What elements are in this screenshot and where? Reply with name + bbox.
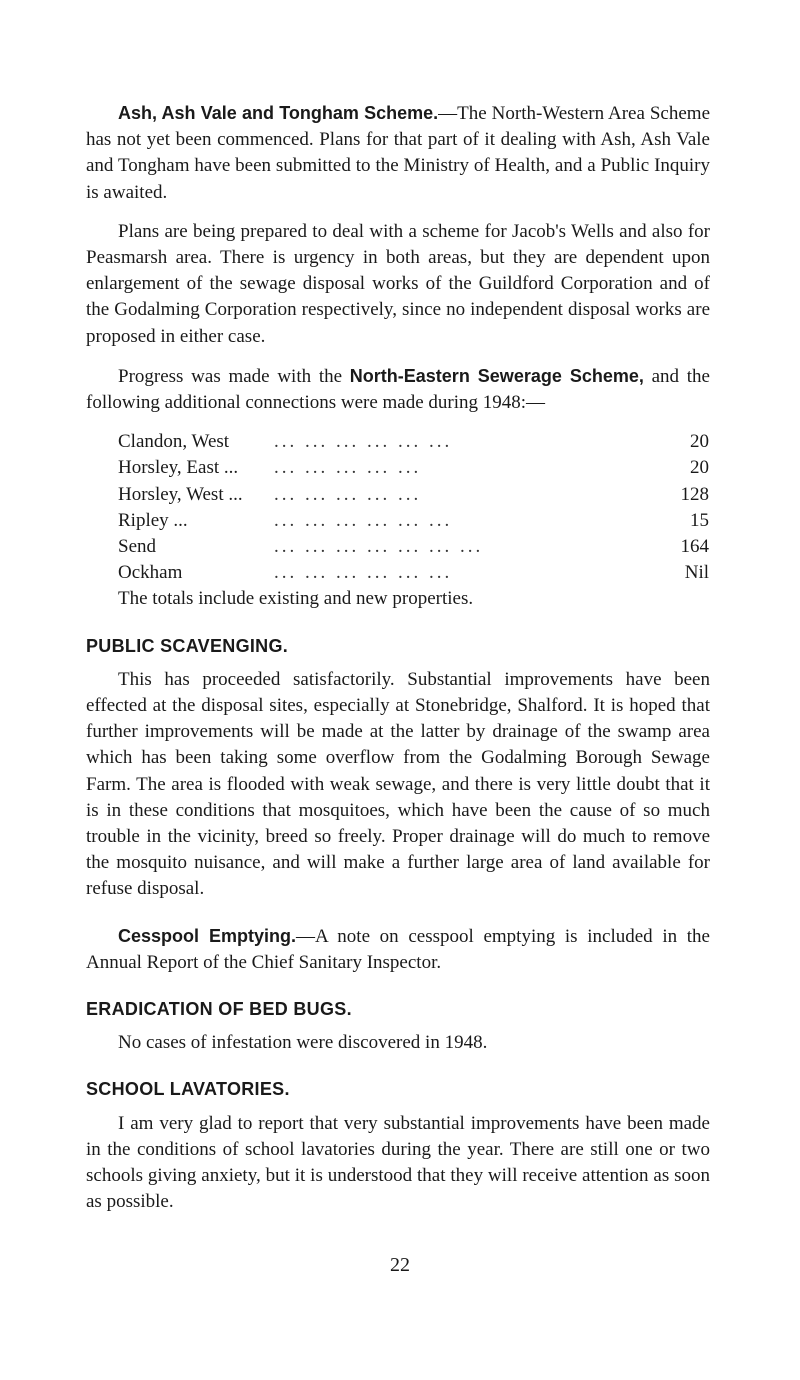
- leader-dots: ... ... ... ... ...: [274, 483, 422, 505]
- public-scavenging-heading: PUBLIC SCAVENGING.: [86, 635, 289, 656]
- table-row: [118, 560, 709, 586]
- page-number: 22: [390, 1254, 410, 1276]
- leader-dots: ... ... ... ... ... ...: [274, 509, 453, 531]
- cesspool-lead: Cesspool Emptying.: [118, 925, 296, 946]
- connection-value: 20: [690, 431, 709, 453]
- connection-value: 164: [680, 535, 709, 557]
- bed-bugs-heading: ERADICATION OF BED BUGS.: [86, 999, 352, 1019]
- progress-paragraph: [86, 363, 710, 416]
- table-row: [118, 534, 709, 560]
- leader-dots: ... ... ... ... ... ... ...: [274, 535, 484, 557]
- cesspool-paragraph: [86, 923, 710, 976]
- leader-dots: ... ... ... ... ... ...: [274, 431, 453, 453]
- connection-place: Send: [118, 535, 156, 557]
- table-row: [118, 508, 709, 534]
- connection-value: Nil: [684, 562, 709, 584]
- progress-bold: North-Eastern Sewerage Scheme,: [349, 365, 644, 386]
- connections-table: [118, 429, 709, 612]
- table-row: [118, 455, 709, 481]
- school-lavatories-paragraph: I am very glad to report that very substantial improvements have been made in the conditions of school lavatories during the year. There are still one or two schools giving anxiety, but it is understood that they will receive attention as soon as possible.: [86, 1112, 710, 1213]
- connection-value: 128: [680, 483, 709, 505]
- connection-place: Horsley, West ...: [118, 483, 243, 505]
- progress-text-before: Progress was made with the: [118, 365, 350, 387]
- connection-place: Clandon, West: [118, 431, 230, 453]
- cesspool-text: —A note on cesspool emptying is included in the Annual Report of the Chief Sanitary Inspector.: [86, 925, 710, 973]
- table-row: [118, 429, 709, 455]
- school-lavatories-heading: SCHOOL LAVATORIES.: [86, 1079, 290, 1100]
- ash-scheme-text: —The North-Western Area Scheme has not yet been commenced. Plans for that part of it dealing with Ash, Ash Vale and Tongham have been submitted to the Ministry of Health, and a Public Inquiry is awaited.: [86, 103, 711, 203]
- leader-dots: ... ... ... ... ...: [274, 457, 422, 479]
- connection-place: Horsley, East ...: [118, 457, 239, 479]
- ash-scheme-lead: Ash, Ash Vale and Tongham Scheme.: [118, 103, 439, 123]
- connection-place: Ockham: [118, 562, 183, 584]
- progress-text-after: and the following additional connections were made during 1948:—: [86, 365, 710, 414]
- leader-dots: ... ... ... ... ... ...: [274, 562, 453, 584]
- jacobs-wells-paragraph: Plans are being prepared to deal with a scheme for Jacob's Wells and also for Peasmarsh area. There is urgency in both areas, but they are dependent upon enlargement of the sewage disposal works of the Guildford Corporation and of the Godalming Corporation respectively, since no independent disposal works are proposed in either case.: [86, 220, 710, 347]
- connection-value: 15: [690, 509, 709, 531]
- totals-note: The totals include existing and new properties.: [118, 588, 474, 610]
- ash-scheme-paragraph: [86, 100, 710, 206]
- document-page: [86, 100, 710, 1215]
- public-scavenging-paragraph: This has proceeded satisfactorily. Substantial improvements have been effected at the disposal sites, especially at Stonebridge, Shalford. It is hoped that further improvements will be made at the latter by drainage of the swamp area which has been taking some overflow from the Godalming Borough Sewage Farm. The area is flooded with weak sewage, and there is very little doubt that it is in these conditions that mosquitoes, which have been the cause of so much trouble in the vicinity, breed so freely. Proper drainage will do much to remove the mosquito nuisance, and will make a further large area of land available for refuse disposal.: [86, 668, 710, 900]
- table-row: [118, 482, 709, 508]
- connection-value: 20: [690, 457, 709, 479]
- connection-place: Ripley ...: [118, 509, 188, 531]
- bed-bugs-paragraph: No cases of infestation were discovered in 1948.: [118, 1032, 488, 1054]
